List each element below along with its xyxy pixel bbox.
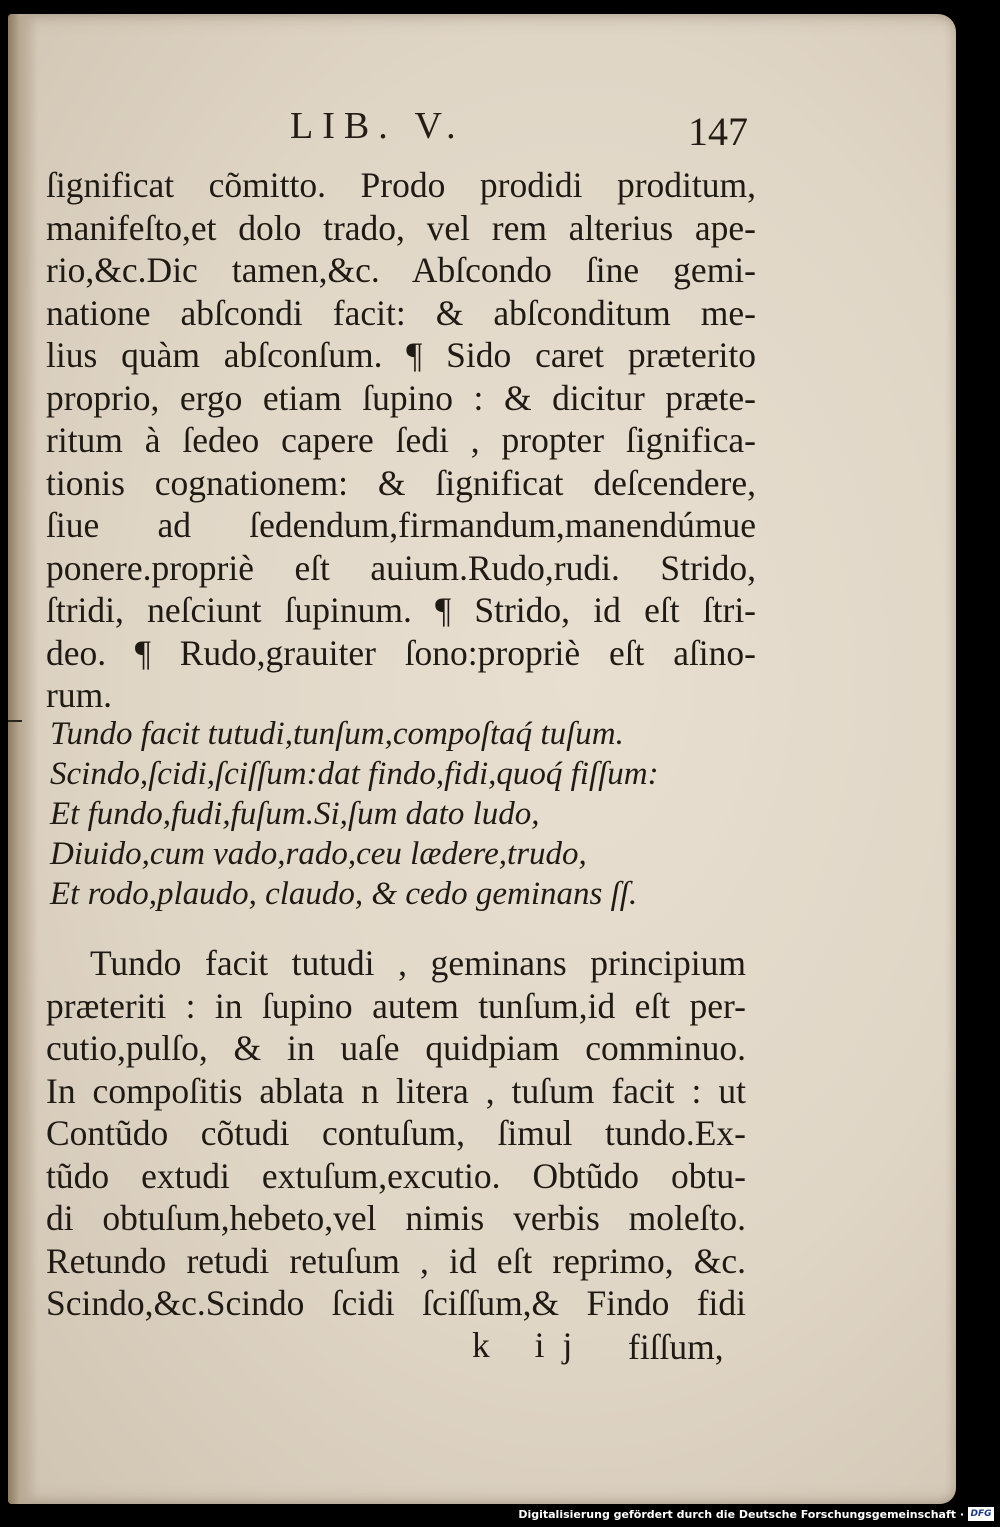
- text-line: Tundo facit tutudi , geminans principium: [90, 943, 746, 983]
- text-line: natione abſcondi facit: & abſconditum me-: [46, 292, 756, 333]
- book-page: [8, 14, 956, 1504]
- text-line: proprio, ergo etiam ſupino : & dicitur præte-: [46, 377, 756, 418]
- margin-mark: [8, 720, 22, 722]
- commentary-block: [46, 942, 746, 1325]
- text-line: ſignificat cõmitto. Prodo prodidi proditum,: [46, 165, 756, 205]
- digitization-credit: [518, 1505, 994, 1523]
- text-line: tũdo extudi extuſum,excutio. Obtũdo obtu-: [46, 1155, 746, 1196]
- text-line: manifeſto,et dolo trado, vel rem alterius ape-: [46, 207, 756, 248]
- text-line: cutio,pulſo, & in uaſe quidpiam comminuo.: [46, 1028, 746, 1068]
- text-line: rum.: [46, 675, 113, 715]
- signature-line: [8, 1324, 956, 1368]
- text-line: ponere.propriè eſt auium.Rudo,rudi. Strido,: [46, 547, 756, 588]
- verse-line: Tundo facit tutudi,tunſum,compoſtaq́ tuſum.: [50, 716, 624, 752]
- verse-block: [50, 714, 750, 914]
- catchword: fiſſum,: [628, 1327, 724, 1367]
- text-line: deo. ¶ Rudo,grauiter ſono:propriè eſt aſino-: [46, 632, 756, 673]
- text-line: Scindo,&c.Scindo ſcidi ſciſſum,& Findo fidi: [46, 1283, 746, 1323]
- text-line: rio,&c.Dic tamen,&c. Abſcondo ſine gemi-: [46, 250, 756, 290]
- verse-line: Et fundo,fudi,fuſum.Si,ſum dato ludo,: [50, 796, 540, 832]
- page-number: 147: [688, 109, 748, 154]
- verse-line: Scindo,ſcidi,ſciſſum:dat findo,fidi,quoq́ fiſſum:: [50, 756, 659, 792]
- text-line: tionis cognationem: & ſignificat deſcendere,: [46, 462, 756, 503]
- credit-text: Digitalisierung gefördert durch die Deutsche Forschungsgemeinschaft ·: [518, 1507, 964, 1521]
- running-head: [8, 104, 956, 154]
- text-line: Retundo retudi retuſum , id eſt reprimo, &c.: [46, 1240, 746, 1281]
- dfg-logo: DFG: [968, 1507, 994, 1521]
- text-line: ſiue ad ſedendum,firmandum,manendúmue: [46, 505, 756, 545]
- verse-line: Diuido,cum vado,rado,ceu lædere,trudo,: [50, 836, 587, 872]
- text-line: ritum à ſedeo capere ſedi , propter ſignifica-: [46, 420, 756, 460]
- text-line: In compoſitis ablata n litera , tuſum facit : ut: [46, 1070, 746, 1111]
- text-line: lius quàm abſconſum. ¶ Sido caret præterito: [46, 335, 756, 375]
- body-text: [46, 164, 756, 717]
- verse-line: Et rodo,plaudo, claudo, & cedo geminans ſſ.: [50, 876, 638, 912]
- text-line: ſtridi, neſciunt ſupinum. ¶ Strido, id eſt ſtri-: [46, 590, 756, 630]
- running-title: LIB. V.: [290, 105, 465, 147]
- text-line: Contũdo cõtudi contuſum, ſimul tundo.Ex-: [46, 1113, 746, 1153]
- text-line: præteriti : in ſupino autem tunſum,id eſt per-: [46, 985, 746, 1026]
- text-line: di obtuſum,hebeto,vel nimis verbis moleſto.: [46, 1198, 746, 1238]
- printer-signature: k ij: [472, 1325, 591, 1365]
- page-gutter-shadow: [8, 14, 38, 1504]
